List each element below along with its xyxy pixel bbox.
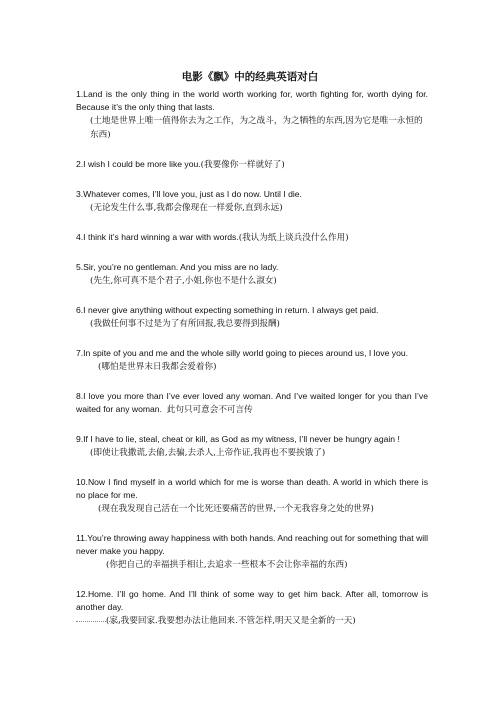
quote-item-9 (76, 433, 428, 460)
quote-english: 9.If I have to lie, steal, cheat or kill, as God as my witness, I’ll never be hungry again ! (76, 434, 400, 444)
quote-chinese: (哪怕是世界末日我都会爱着你) (98, 362, 217, 372)
quote-english: 1.Land is the only thing in the world worth working for, worth fighting for, worth dying for. Because it’s the only thing that lasts. (76, 89, 428, 112)
quote-english: 6.I never give anything without expecting something in return. I always get paid. (76, 305, 379, 315)
quote-chinese: (即使让我撒谎,去偷,去骗,去杀人,上帝作证,我再也不要挨饿了) (90, 448, 326, 458)
footer-divider (76, 621, 124, 622)
quote-item-1 (76, 88, 428, 142)
quote-chinese: (现在我发现自己活在一个比死还要痛苦的世界,一个无我容身之处的世界) (98, 504, 374, 514)
quote-english: 7.In spite of you and me and the whole silly world going to pieces around us, I love you. (76, 348, 409, 358)
quote-english: 2.I wish I could be more like you. (76, 159, 201, 169)
document-title: 电影《飘》中的经典英语对白 (181, 71, 319, 83)
quote-item-2 (76, 158, 428, 172)
quote-item-12 (76, 588, 428, 628)
quote-english: 3.Whatever comes, I’ll love you, just as I do now. Until I die. (76, 189, 302, 199)
quote-item-7 (76, 347, 428, 374)
quote-chinese: (家,我要回家.我要想办法让他回来.不管怎样,明天又是全新的一天) (106, 616, 356, 626)
quote-english: 5.Sir, you’re no gentleman. And you miss are no lady. (76, 262, 279, 272)
quote-item-6 (76, 304, 428, 331)
quote-item-11 (76, 532, 428, 572)
quote-item-8 (76, 390, 428, 417)
quote-list (76, 88, 428, 628)
quote-chinese: (无论发生什么事,我都会像现在一样爱你,直到永远) (90, 203, 283, 213)
quote-chinese: (我认为纸上谈兵没什么作用) (238, 233, 349, 243)
quote-english: 8.I love you more than I’ve ever loved any woman. And I’ve waited longer for you than I’ve waited for any woman. (76, 391, 428, 414)
quote-item-10 (76, 476, 428, 516)
quote-item-5 (76, 261, 428, 288)
quote-chinese: (我要像你一样就好了) (200, 160, 285, 170)
quote-chinese: (先生,你可真不是个君子,小姐,你也不是什么淑女) (90, 276, 277, 286)
quote-chinese: (土地是世界上唯一值得你去为之工作，为之战斗，为之牺牲的东西,因为它是唯一永恒的东西) (90, 116, 423, 140)
quote-chinese: (我做任何事不过是为了有所回报,我总要得到报酬) (90, 319, 280, 329)
quote-item-3 (76, 188, 428, 215)
quote-english: 4.I think it’s hard winning a war with words. (76, 232, 239, 242)
quote-english: 10.Now I find myself in a world which for me is worse than death. A world in which there is no place for me. (76, 477, 428, 500)
quote-item-4 (76, 231, 428, 245)
quote-english: 12.Home. I’ll go home. And I’ll think of some way to get him back. After all, tomorrow is another day. (76, 589, 428, 612)
quote-chinese: (你把自己的幸福拱手相让,去追求一些根本不会让你幸福的东西) (106, 560, 348, 570)
quote-chinese: 此句只可意会不可言传 (166, 405, 253, 415)
quote-english: 11.You’re throwing away happiness with both hands. And reaching out for something that will never make you happy. (76, 533, 428, 556)
